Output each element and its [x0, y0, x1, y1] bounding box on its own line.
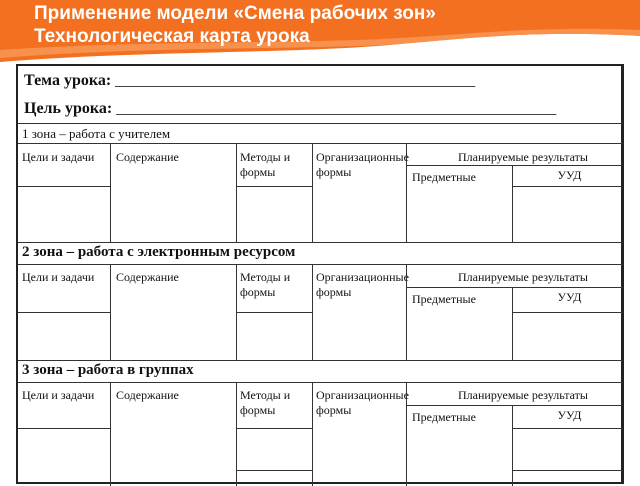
- zone2-col-subject: Предметные: [412, 292, 476, 306]
- zone3-subheader-line: [406, 405, 623, 406]
- topic-field: [24, 72, 475, 90]
- zone1-vline-3: [312, 143, 313, 242]
- zone2-header-line: [18, 264, 623, 265]
- zone1-cell-line-1: [18, 186, 110, 187]
- zone3-vline-4: [406, 382, 407, 486]
- zone1-vline-5: [512, 165, 513, 242]
- zone3-cell-line-5: [512, 470, 623, 471]
- zone3-divider: [18, 360, 623, 361]
- zone2-col-content: Содержание: [116, 270, 179, 284]
- zone3-col-subject: Предметные: [412, 410, 476, 424]
- zone3-col-goals: Цели и задачи: [22, 388, 95, 402]
- zone3-vline-1: [110, 382, 111, 486]
- zone2-col-goals: Цели и задачи: [22, 270, 95, 284]
- zone1-vline-2: [236, 143, 237, 242]
- zone3-header-line: [18, 382, 623, 383]
- slide-title-line2: Технологическая карта урока: [34, 26, 310, 47]
- zone1-vline-1: [110, 143, 111, 242]
- slide-title-line1: Применение модели «Смена рабочих зон»: [34, 3, 436, 24]
- zone2-vline-1: [110, 264, 111, 360]
- zone3-cell-line-4: [236, 470, 312, 471]
- zone3-vline-5: [512, 405, 513, 486]
- zone1-header-line: [18, 143, 623, 144]
- zone1-col-uud: УУД: [557, 168, 582, 182]
- zone2-col-methods: Методы и формы: [240, 270, 291, 299]
- zone1-col-goals: Цели и задачи: [22, 150, 95, 164]
- zone2-col-uud: УУД: [557, 290, 582, 304]
- zone3-cell-line-3: [512, 428, 623, 429]
- topic-blank: _____________________________________________: [115, 72, 476, 89]
- zone2-cell-line-3: [512, 312, 623, 313]
- zone1-subheader-line: [406, 165, 623, 166]
- zone2-col-planned: Планируемые результаты: [458, 270, 588, 284]
- zone1-divider: [18, 123, 623, 124]
- zone1-col-subject: Предметные: [412, 170, 476, 184]
- zone1-cell-line-3: [512, 186, 623, 187]
- zone1-vline-4: [406, 143, 407, 242]
- zone2-title: 2 зона – работа с электронным ресурсом: [22, 244, 296, 260]
- zone2-vline-3: [312, 264, 313, 360]
- zone3-col-uud: УУД: [557, 408, 582, 422]
- lesson-map-form: [16, 64, 624, 484]
- topic-label: Тема урока:: [24, 72, 112, 89]
- zone3-cell-line-2: [236, 428, 312, 429]
- slide-title: [34, 2, 436, 48]
- zone2-vline-5: [512, 287, 513, 360]
- zone1-col-methods: Методы и формы: [240, 150, 291, 179]
- zone2-divider: [18, 242, 623, 243]
- slide-header: [0, 0, 640, 62]
- zone1-cell-line-2: [236, 186, 312, 187]
- zone2-subheader-line: [406, 287, 623, 288]
- zone3-col-methods: Методы и формы: [240, 388, 291, 417]
- zone1-col-organization: Организационные формы: [316, 150, 409, 179]
- zone2-cell-line-2: [236, 312, 312, 313]
- zone1-col-planned: Планируемые результаты: [458, 150, 588, 164]
- zone2-cell-line-1: [18, 312, 110, 313]
- zone3-title: 3 зона – работа в группах: [22, 362, 194, 378]
- zone1-col-content: Содержание: [116, 150, 179, 164]
- zone3-cell-line-1: [18, 428, 110, 429]
- goal-label: Цель урока:: [24, 100, 113, 117]
- zone3-col-planned: Планируемые результаты: [458, 388, 588, 402]
- goal-blank: _______________________________________________________: [116, 100, 557, 117]
- zone2-col-organization: Организационные формы: [316, 270, 409, 299]
- zone1-title: 1 зона – работа с учителем: [22, 126, 171, 141]
- goal-field: [24, 100, 556, 118]
- zone3-col-organization: Организационные формы: [316, 388, 409, 417]
- zone3-vline-3: [312, 382, 313, 486]
- zone3-col-content: Содержание: [116, 388, 179, 402]
- zone2-vline-4: [406, 264, 407, 360]
